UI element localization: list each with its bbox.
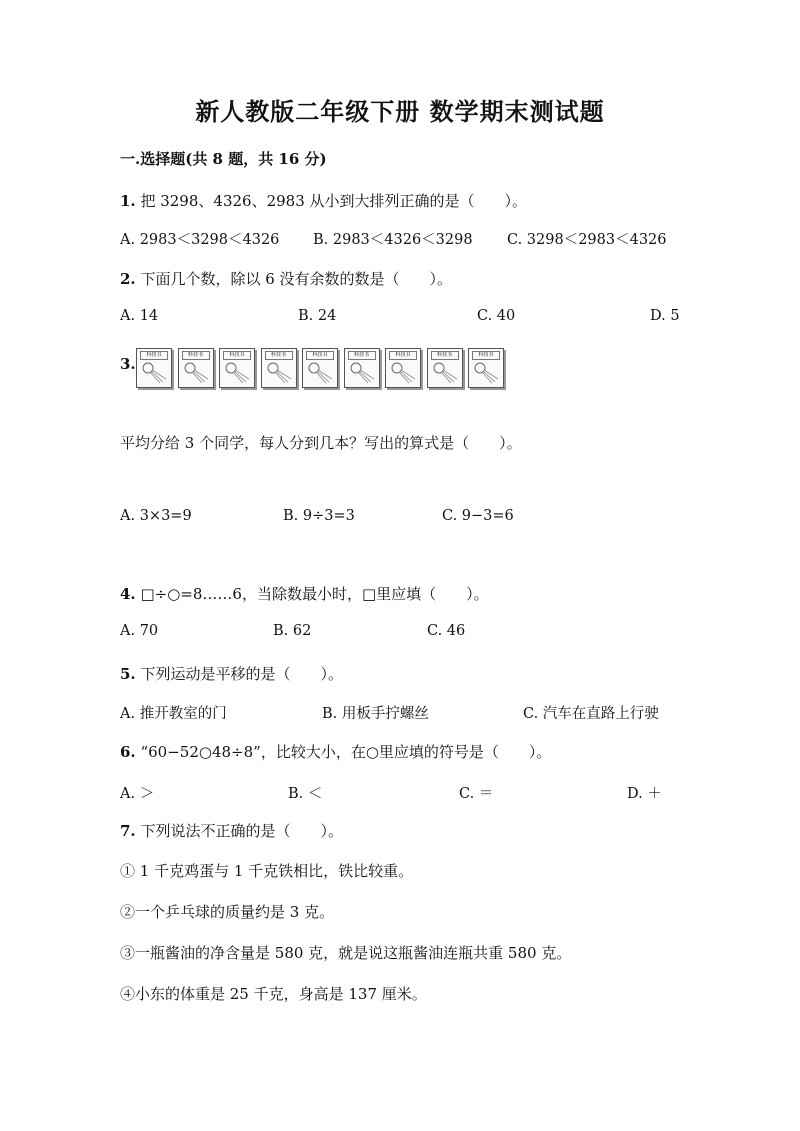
- question-text: 把 3298、4326、2983 从小到大排列正确的是（ ）。: [140, 192, 528, 210]
- book-label: 科技书: [472, 351, 500, 360]
- book-label: 科技书: [306, 351, 334, 360]
- statement-3: ③一瓶酱油的净含量是 580 克，就是说这瓶酱油连瓶共重 580 克。: [120, 944, 572, 962]
- question-1-options: [120, 228, 680, 250]
- option-b: B. 24: [298, 308, 337, 324]
- option-a: A. 70: [120, 623, 159, 639]
- option-b: B. 2983＜4326＜3298: [313, 232, 473, 248]
- option-b: B. 62: [273, 623, 312, 639]
- page-title: 新人教版二年级下册 数学期末测试题: [195, 97, 605, 126]
- option-d: D. ＋: [627, 786, 662, 802]
- book-label: 科技书: [265, 351, 293, 360]
- question-4-options: [120, 623, 680, 645]
- section-heading: 一.选择题(共 8 题，共 16 分): [120, 150, 327, 168]
- book-label: 科技书: [140, 351, 168, 360]
- question-number: 5.: [120, 665, 136, 683]
- option-c: C. 3298＜2983＜4326: [507, 232, 667, 248]
- book-icon: [385, 348, 421, 388]
- statement-4: ④小东的体重是 25 千克，身高是 137 厘米。: [120, 985, 427, 1003]
- statement-2: ②一个乒乓球的质量约是 3 克。: [120, 903, 335, 921]
- book-icon: [468, 348, 504, 388]
- question-6-options: [120, 782, 680, 804]
- book-icon: [261, 348, 297, 388]
- question-3-options: [120, 508, 680, 530]
- book-label: 科技书: [389, 351, 417, 360]
- book-icon: [136, 348, 172, 388]
- question-3: [120, 432, 522, 453]
- book-icon: [427, 348, 463, 388]
- question-number: 3.: [120, 355, 136, 373]
- comet-icon: [181, 360, 211, 384]
- option-a: A. 2983＜3298＜4326: [120, 232, 280, 248]
- book-icon: [344, 348, 380, 388]
- option-d: D. 5: [650, 308, 680, 324]
- question-5: [120, 663, 343, 684]
- option-a: A. ＞: [120, 786, 155, 802]
- comet-icon: [430, 360, 460, 384]
- question-text: 下列运动是平移的是（ ）。: [140, 665, 343, 683]
- option-c: C. 40: [477, 308, 516, 324]
- option-c: C. 46: [427, 623, 466, 639]
- comet-icon: [222, 360, 252, 384]
- option-b: B. 9÷3=3: [283, 508, 355, 524]
- question-number: 6.: [120, 743, 136, 761]
- option-c: C. 汽车在直路上行驶: [523, 706, 659, 722]
- statement-1: ① 1 千克鸡蛋与 1 千克铁相比，铁比较重。: [120, 862, 414, 880]
- question-2-options: [120, 308, 680, 330]
- comet-icon: [305, 360, 335, 384]
- comet-icon: [388, 360, 418, 384]
- question-text: 下列说法不正确的是（ ）。: [140, 822, 343, 840]
- question-6: [120, 741, 551, 762]
- question-1: [120, 190, 527, 211]
- question-number: 2.: [120, 270, 136, 288]
- comet-icon: [347, 360, 377, 384]
- question-number: 4.: [120, 585, 136, 603]
- comet-icon: [139, 360, 169, 384]
- option-b: B. ＜: [288, 786, 323, 802]
- book-label: 科技书: [431, 351, 459, 360]
- question-7: [120, 820, 343, 841]
- question-text: “60−52○48÷8”，比较大小，在○里应填的符号是（ ）。: [140, 743, 552, 761]
- option-c: C. 9−3=6: [442, 508, 514, 524]
- question-text: □÷○=8……6，当除数最小时，□里应填（ ）。: [140, 585, 489, 603]
- comet-icon: [264, 360, 294, 384]
- comet-icon: [471, 360, 501, 384]
- question-2: [120, 268, 452, 289]
- question-5-options: [120, 702, 680, 724]
- option-a: A. 14: [120, 308, 159, 324]
- question-4: [120, 583, 489, 604]
- option-b: B. 用板手拧螺丝: [322, 706, 429, 722]
- book-label: 科技书: [223, 351, 251, 360]
- question-text: 平均分给 3 个同学，每人分到几本？写出的算式是（ ）。: [120, 434, 522, 452]
- book-label: 科技书: [182, 351, 210, 360]
- book-label: 科技书: [348, 351, 376, 360]
- option-a: A. 3×3=9: [120, 508, 192, 524]
- option-c: C. ＝: [459, 786, 494, 802]
- question-text: 下面几个数，除以 6 没有余数的数是（ ）。: [140, 270, 453, 288]
- book-icon: [178, 348, 214, 388]
- question-3-number: [120, 355, 136, 373]
- question-number: 7.: [120, 822, 136, 840]
- book-icon: [219, 348, 255, 388]
- book-icon: [302, 348, 338, 388]
- option-a: A. 推开教室的门: [120, 706, 227, 722]
- question-number: 1.: [120, 192, 136, 210]
